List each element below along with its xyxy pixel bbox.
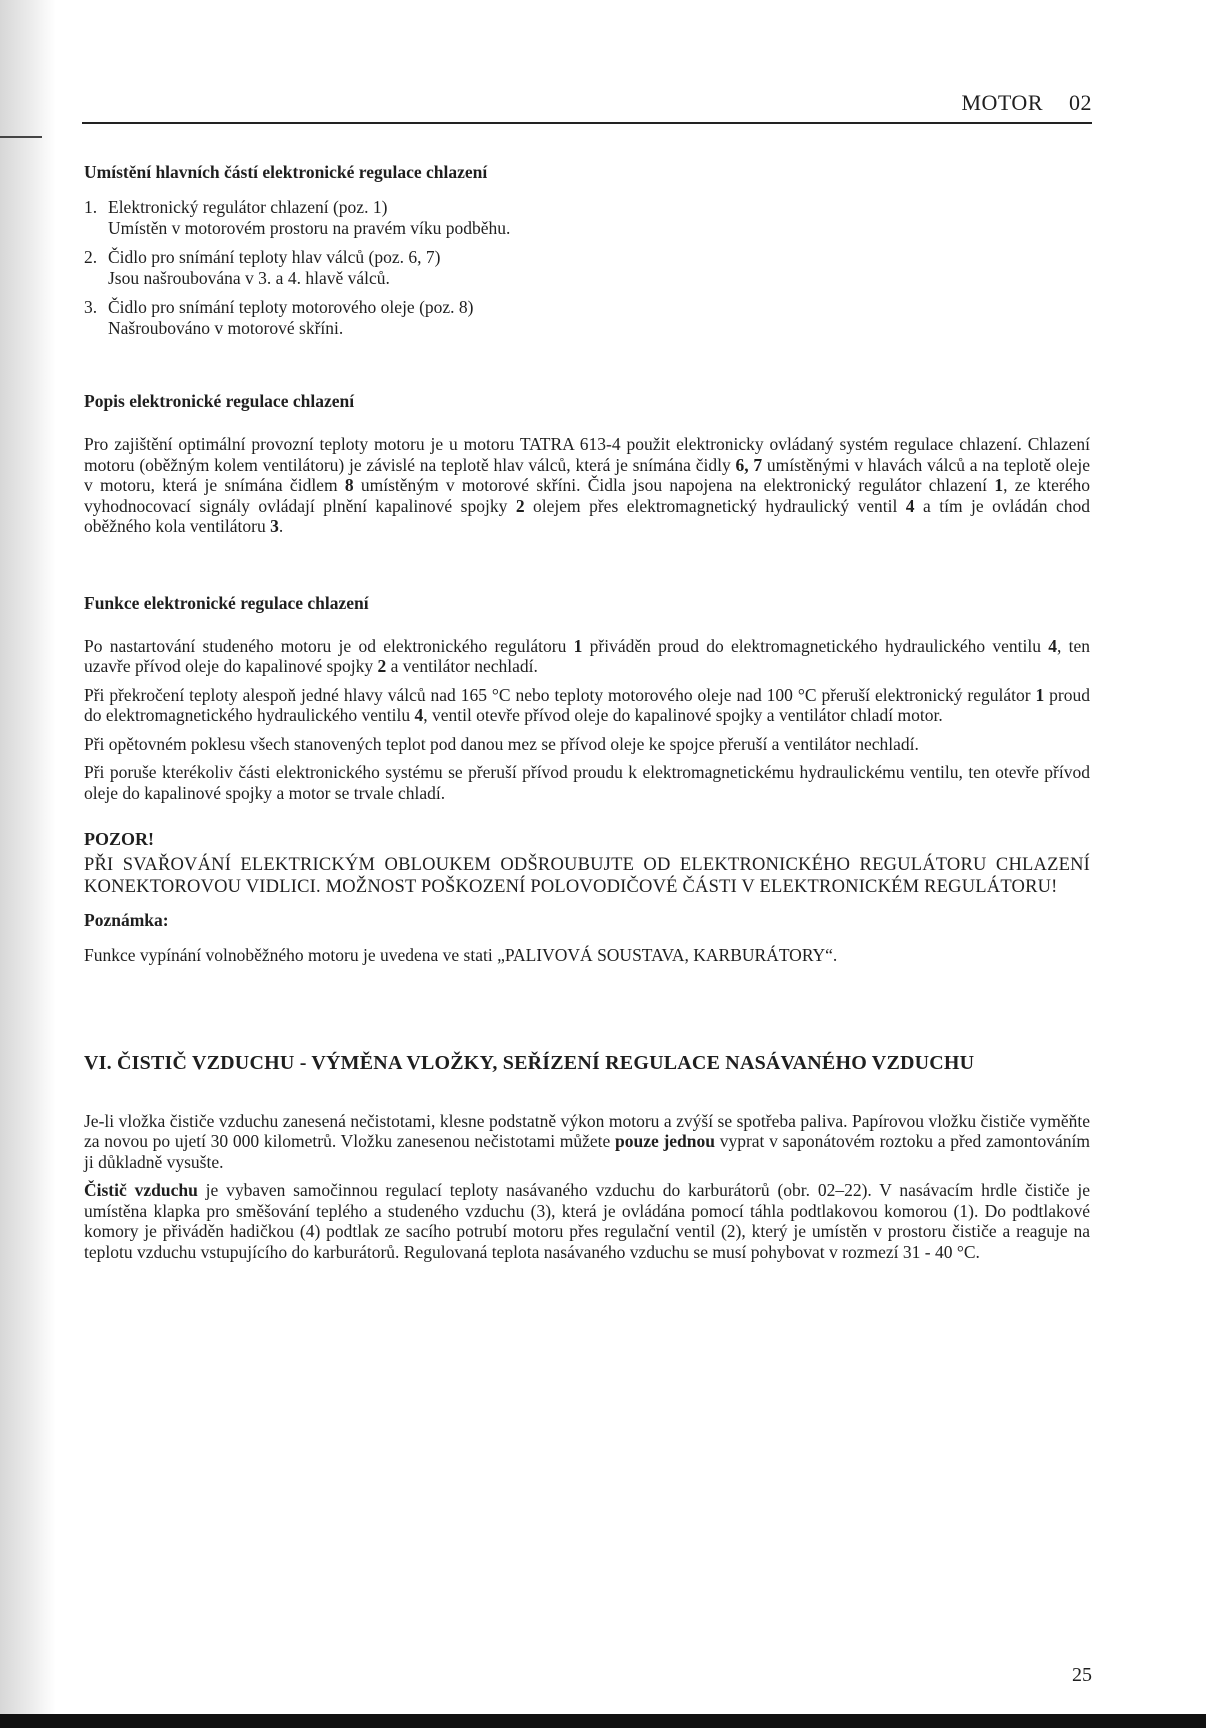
scan-edge-mark (0, 136, 42, 138)
document-page (82, 0, 1092, 1720)
bold-ref: 2 (515, 495, 525, 516)
header-title: MOTOR (961, 90, 1043, 115)
text-run: a tím je ovládán chod oběžného kola ventilátoru (84, 495, 1090, 536)
header-chapter-number: 02 (1069, 90, 1092, 115)
bold-ref: 6, 7 (735, 454, 763, 475)
text-run: , ventil otevře přívod oleje do kapalinové spojky a ventilátor chladí motor. (423, 705, 943, 725)
list-item-line: Umístěn v motorovém prostoru na pravém víku podběhu. (108, 218, 511, 238)
note-body: Funkce vypínání volnoběžného motoru je uvedena ve stati „PALIVOVÁ SOUSTAVA, KARBURÁTORY“. (84, 945, 838, 965)
bold-ref: 1 (1035, 684, 1045, 705)
text-run: Při překročení teploty alespoň jedné hlavy válců nad 165 °C nebo teploty motorového oleje nad 100 °C přeruší elektronický regulátor (84, 684, 1036, 705)
text-run: , ten uzavře přívod oleje do kapalinové spojky (84, 635, 1090, 676)
paragraph-function-1 (84, 636, 1090, 677)
list-item-text (108, 247, 440, 289)
list-item-number: 2. (84, 247, 98, 267)
running-header (961, 90, 1092, 116)
bold-ref: 1 (573, 635, 583, 656)
bold-ref: 8 (344, 475, 354, 495)
paragraph-description (84, 434, 1090, 537)
list-item (84, 197, 1090, 239)
section-title-function: Funkce elektronické regulace chlazení (84, 592, 369, 613)
list-item-text (108, 197, 510, 239)
component-list (84, 197, 1090, 339)
text-run: přiváděn proud do elektromagnetického hydraulického ventilu (582, 635, 1049, 656)
bold-ref: 1 (994, 475, 1004, 495)
bold-ref: 2 (377, 656, 387, 676)
list-item (84, 247, 1090, 289)
text-run: vyprat v saponátovém roztoku a před zamontováním ji důkladně vysušte. (84, 1131, 1090, 1172)
paragraph-air-filter-1 (84, 1111, 1090, 1173)
warning-title: POZOR! (84, 829, 154, 849)
list-item-number: 1. (84, 197, 98, 217)
bold-phrase: pouze jednou (615, 1131, 715, 1151)
bold-ref: 4 (414, 705, 424, 725)
text-run: Je-li vložka čističe vzduchu zanesená nečistotami, klesne podstatně výkon motoru a zvýší se spotřeba paliva. Papírovou vložku čističe vyměňte za novou po ujetí 30 000 kilometrů. Vložku zanesenou nečistotami můžete (84, 1110, 1090, 1151)
text-run: je vybaven samočinnou regulací teploty nasávaného vzduchu do karburátorů (obr. 02–22). V nasávacím hrdle čističe je umístěna klapka pro směšování teplého a studeného vzduchu (3), která je ovládána pomocí táhla podtlakovou komorou (1). Do podtlakové komory je přiváděn hadičkou (4) podtlak ze sacího potrubí motoru přes regulační ventil (2), který je umístěn v prostoru čističe a reaguje na teplotu vzduchu vstupujícího do karburátorů. Regulovaná teplota nasávaného vzduchu se musí pohybovat v rozmezí 31 - 40 °C. (84, 1180, 1091, 1262)
header-rule (82, 122, 1092, 124)
bold-ref: 4 (905, 495, 915, 516)
bold-phrase: Čistič vzduchu (84, 1180, 198, 1200)
list-item-number: 3. (84, 297, 98, 317)
list-item-text (108, 297, 474, 339)
section-title-placement: Umístění hlavních částí elektronické regulace chlazení (84, 162, 488, 182)
list-item-line: Jsou našroubována v 3. a 4. hlavě válců. (108, 268, 390, 288)
text-run: a ventilátor nechladí. (386, 656, 538, 676)
section-title-description: Popis elektronické regulace chlazení (84, 391, 355, 411)
text-run: , ze kterého vyhodnocovací signály ovládají plnění kapalinové spojky (84, 475, 1090, 516)
text-run: olejem přes elektromagnetický hydraulický ventil (524, 495, 906, 516)
list-item (84, 297, 1090, 339)
chapter-title: VI. ČISTIČ VZDUCHU - VÝMĚNA VLOŽKY, SEŘÍZENÍ REGULACE NASÁVANÉHO VZDUCHU (84, 1051, 975, 1074)
text-run: Po nastartování studeného motoru je od elektronického regulátoru (84, 635, 574, 656)
note-title: Poznámka: (84, 910, 169, 930)
paragraph-function-2 (84, 685, 1090, 726)
text-run: umístěnými v hlavách válců a na teplotě oleje v motoru, která je snímána čidlem (84, 454, 1090, 495)
text-run: umístěným v motorové skříni. Čidla jsou napojena na elektronický regulátor chlazení (353, 475, 995, 495)
bold-ref: 4 (1048, 635, 1057, 656)
list-item-line: Čidlo pro snímání teploty hlav válců (poz. 6, 7) (108, 247, 441, 267)
scan-page-edge (0, 0, 56, 1728)
text-run: Pro zajištění optimální provozní teploty motoru je u motoru TATRA 613-4 použit elektronicky ovládaný systém regulace chlazení. Chlazení motoru (oběžným kolem ventilátoru) je závislé na teplotě hlav válců, která je snímána čidly (84, 434, 1090, 475)
paragraph-function-3: Při opětovném poklesu všech stanovených teplot pod danou mez se přívod oleje ke spojce přeruší a ventilátor nechladí. (84, 733, 919, 754)
list-item-line: Našroubováno v motorové skříni. (108, 318, 344, 338)
page-content (84, 162, 1090, 1262)
paragraph-function-4: Při poruše kterékoliv části elektronického systému se přeruší přívod proudu k elektromagnetickému hydraulickému ventilu, ten otevře přívod oleje do kapalinové spojky a motor se trvale chladí. (84, 762, 1090, 803)
paragraph-air-filter-2 (84, 1180, 1090, 1262)
list-item-line: Čidlo pro snímání teploty motorového oleje (poz. 8) (108, 297, 474, 317)
bold-ref: 3 (270, 516, 279, 536)
page-number: 25 (1072, 1664, 1092, 1686)
text-run: proud do elektromagnetického hydraulického ventilu (84, 684, 1090, 725)
text-run: . (278, 516, 284, 536)
warning-body: PŘI SVAŘOVÁNÍ ELEKTRICKÝM OBLOUKEM ODŠROUBUJTE OD ELEKTRONICKÉHO REGULÁTORU CHLAZENÍ KONEKTOROVOU VIDLICI. MOŽNOST POŠKOZENÍ POLOVODIČOVÉ ČÁSTI V ELEKTRONICKÉM REGULÁTORU! (84, 855, 1090, 897)
list-item-line: Elektronický regulátor chlazení (poz. 1) (108, 197, 388, 217)
